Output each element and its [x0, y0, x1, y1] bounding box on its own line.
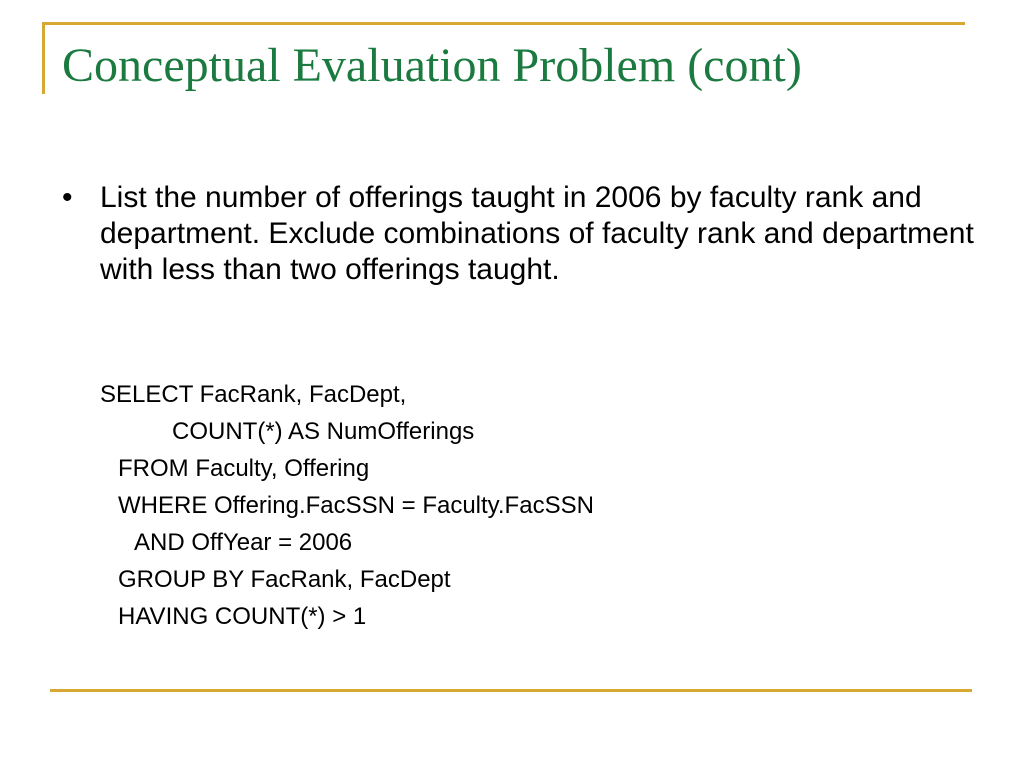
bullet-text: List the number of offerings taught in 2006 by faculty rank and department. Exclude combinations of faculty rank and department with less than two offerings taught. — [100, 181, 974, 286]
sql-line-and: AND OffYear = 2006 — [134, 529, 353, 556]
bullet-marker: • — [62, 181, 73, 214]
frame-top-rule — [42, 22, 965, 25]
sql-line-group-by: GROUP BY FacRank, FacDept — [118, 566, 451, 593]
frame-left-rule — [42, 22, 45, 94]
sql-line-where: WHERE Offering.FacSSN = Faculty.FacSSN — [118, 492, 594, 519]
frame-bottom-rule — [50, 689, 972, 692]
bullet-item — [62, 180, 982, 288]
sql-query — [100, 376, 960, 635]
sql-line-from: FROM Faculty, Offering — [118, 455, 370, 482]
bullet-list — [62, 180, 982, 288]
sql-line-having: HAVING COUNT(*) > 1 — [118, 603, 367, 630]
slide-title: Conceptual Evaluation Problem (cont) — [62, 39, 802, 92]
sql-line-select: SELECT FacRank, FacDept, — [100, 381, 407, 408]
sql-line-count: COUNT(*) AS NumOfferings — [172, 418, 475, 445]
